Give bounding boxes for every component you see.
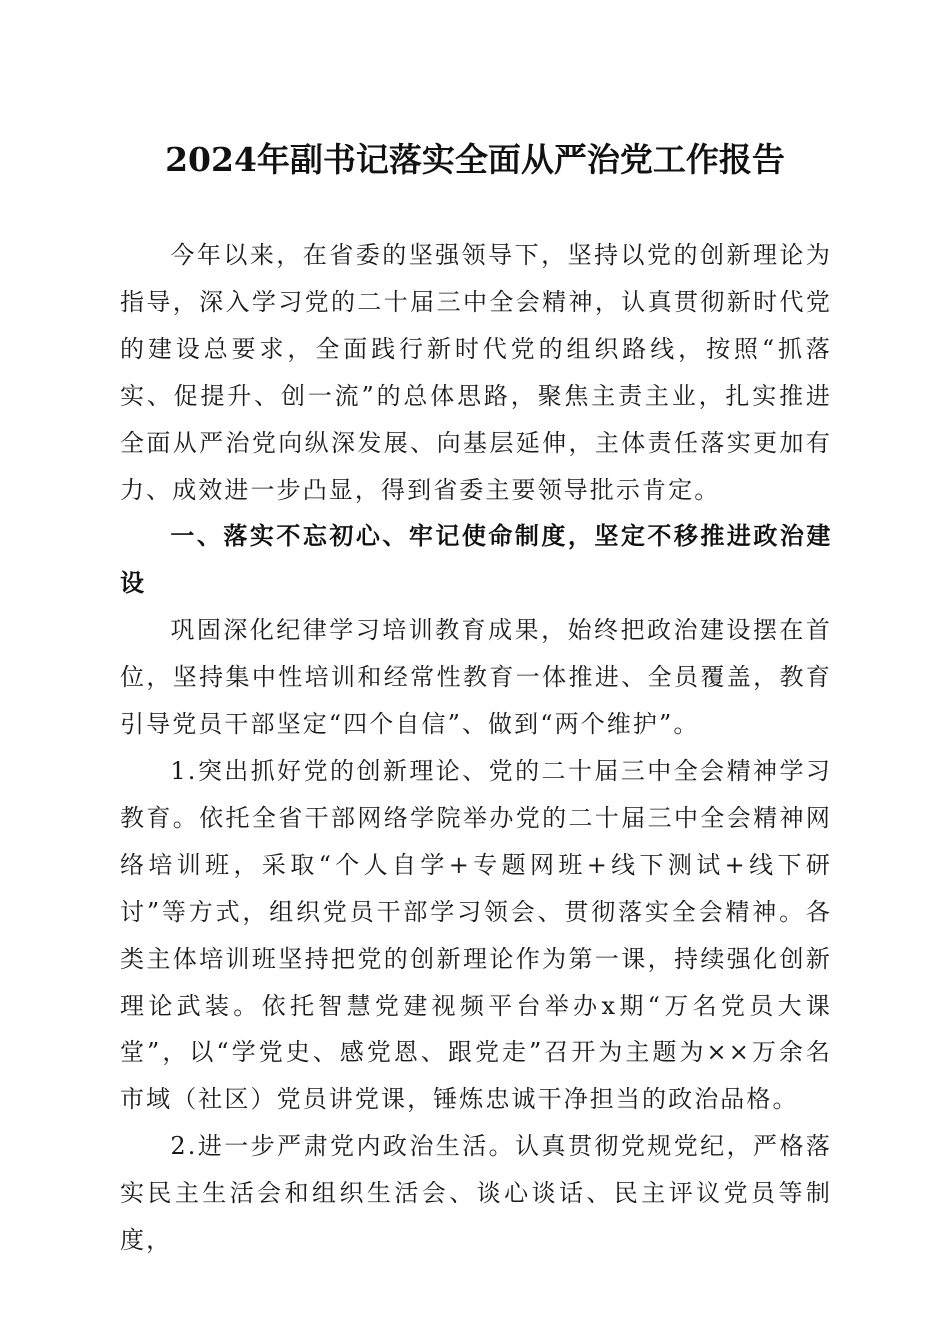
document-body (120, 232, 832, 1264)
section-heading: 一、落实不忘初心、牢记使命制度，坚定不移推进政治建设 (120, 522, 832, 598)
section-intro-paragraph: 巩固深化纪律学习培训教育成果，始终把政治建设摆在首位，坚持集中性培训和经常性教育一体推进、全员覆盖，教育引导党员干部坚定“四个自信”、做到“两个维护”。 (120, 616, 832, 739)
item-1-paragraph: 1.突出抓好党的创新理论、党的二十届三中全会精神学习教育。依托全省干部网络学院举办党的二十届三中全会精神网络培训班，采取“个人自学+专题网班+线下测试+线下研讨”等方式，组织党员干部学习领会、贯彻落实全会精神。各类主体培训班坚持把党的创新理论作为第一课，持续强化创新理论武装。依托智慧党建视频平台举办x期“万名党员大课堂”，以“学党史、感党恩、跟党走”召开为主题为××万余名市域（社区）党员讲党课，锤炼忠诚干净担当的政治品格。 (120, 756, 832, 1114)
intro-paragraph: 今年以来，在省委的坚强领导下，坚持以党的创新理论为指导，深入学习党的二十届三中全会精神，认真贯彻新时代党的建设总要求，全面践行新时代党的组织路线，按照“抓落实、促提升、创一流”的总体思路，聚焦主责主业，扎实推进全面从严治党向纵深发展、向基层延伸，主体责任落实更加有力、成效进一步凸显，得到省委主要领导批示肯定。 (120, 241, 832, 504)
document-title: 2024年副书记落实全面从严治党工作报告 (165, 140, 785, 179)
item-2-paragraph: 2.进一步严肃党内政治生活。认真贯彻党规党纪，严格落实民主生活会和组织生活会、谈心谈话、民主评议党员等制度， (120, 1132, 832, 1255)
